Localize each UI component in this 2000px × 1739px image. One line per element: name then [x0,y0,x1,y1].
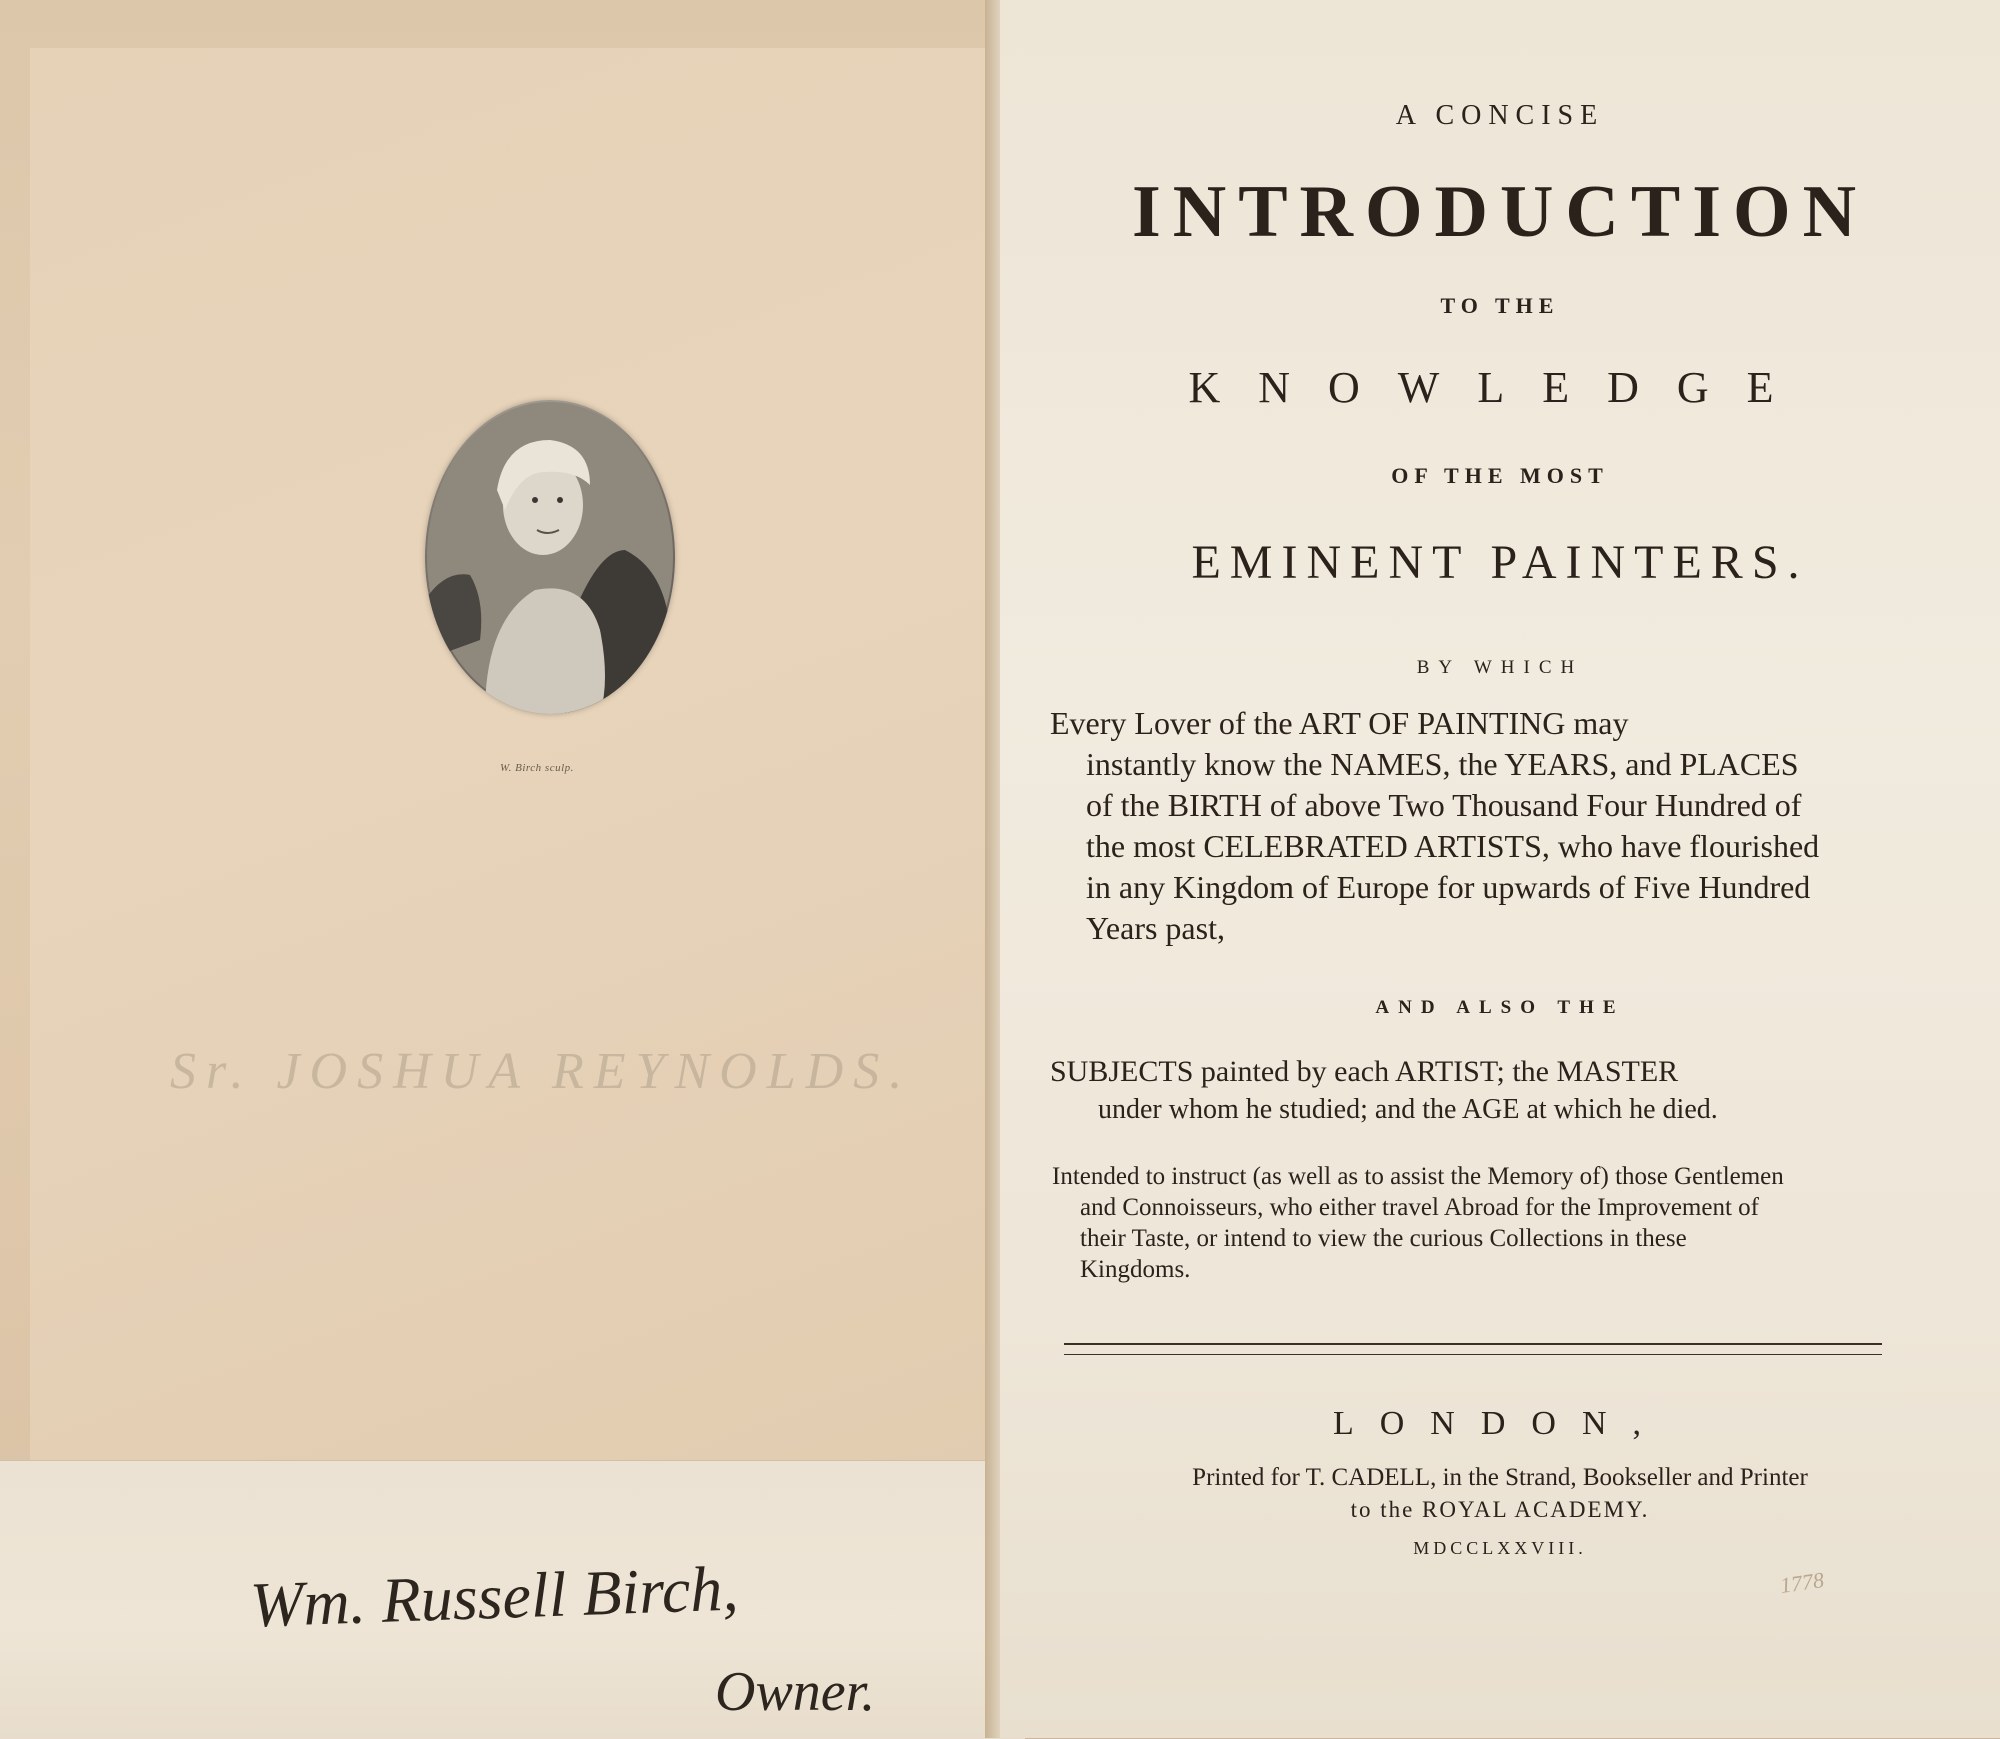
description-line: of the BIRTH of above Two Thousand Four Hundred of [1086,787,1802,823]
pencil-date-note: 1778 [1778,1567,1826,1598]
by-which-label: BY WHICH [1416,657,1584,678]
double-rule-top [1064,1343,1882,1345]
title-line-knowledge: KNOWLEDGE [1188,363,1812,412]
imprint-line: to the ROYAL ACADEMY. [1350,1497,1650,1522]
subjects-line: SUBJECTS painted by each ARTIST; the MASTER [1050,1055,1679,1088]
title-line-of-the-most: OF THE MOST [1391,463,1609,488]
sitter-name-blind-stamp: Sr. JOSHUA REYNOLDS. [170,1043,913,1100]
description-line: Years past, [1086,910,1225,946]
description-line: Every Lover of the ART OF PAINTING may [1050,705,1629,741]
subjects-line: under whom he studied; and the AGE at which he died. [1098,1094,1718,1125]
owner-signature: Wm. Russell Birch, [248,1552,740,1641]
and-also-label: AND ALSO THE [1375,997,1625,1018]
left-page [0,0,1000,1738]
title-line-a-concise: A CONCISE [1395,100,1605,131]
portrait-engraving [425,400,675,714]
owner-label: Owner. [715,1661,876,1723]
title-line-to-the: TO THE [1440,293,1560,318]
description-line: in any Kingdom of Europe for upwards of Five Hundred [1086,869,1811,905]
description-line: the most CELEBRATED ARTISTS, who have flourished [1086,828,1820,864]
description-line: instantly know the NAMES, the YEARS, and PLACES [1086,746,1799,782]
intended-line: Intended to instruct (as well as to assist the Memory of) those Gentlemen [1052,1163,1784,1190]
engraver-credit: W. Birch sculp. [500,762,574,774]
imprint-line: Printed for T. CADELL, in the Strand, Bookseller and Printer [1192,1464,1808,1491]
imprint-city: LONDON, [1332,1405,1668,1442]
title-line-eminent-painters: EMINENT PAINTERS. [1191,536,1809,589]
intended-line: Kingdoms. [1080,1256,1191,1283]
intended-line: and Connoisseurs, who either travel Abroad for the Improvement of [1080,1194,1759,1221]
intended-line: their Taste, or intend to view the curious Collections in these [1080,1225,1687,1252]
title-line-introduction: INTRODUCTION [1131,171,1869,253]
imprint-date: MDCCLXXVIII. [1413,1538,1587,1558]
double-rule-bottom [1064,1354,1882,1355]
frontispiece-leaf [30,48,997,1503]
